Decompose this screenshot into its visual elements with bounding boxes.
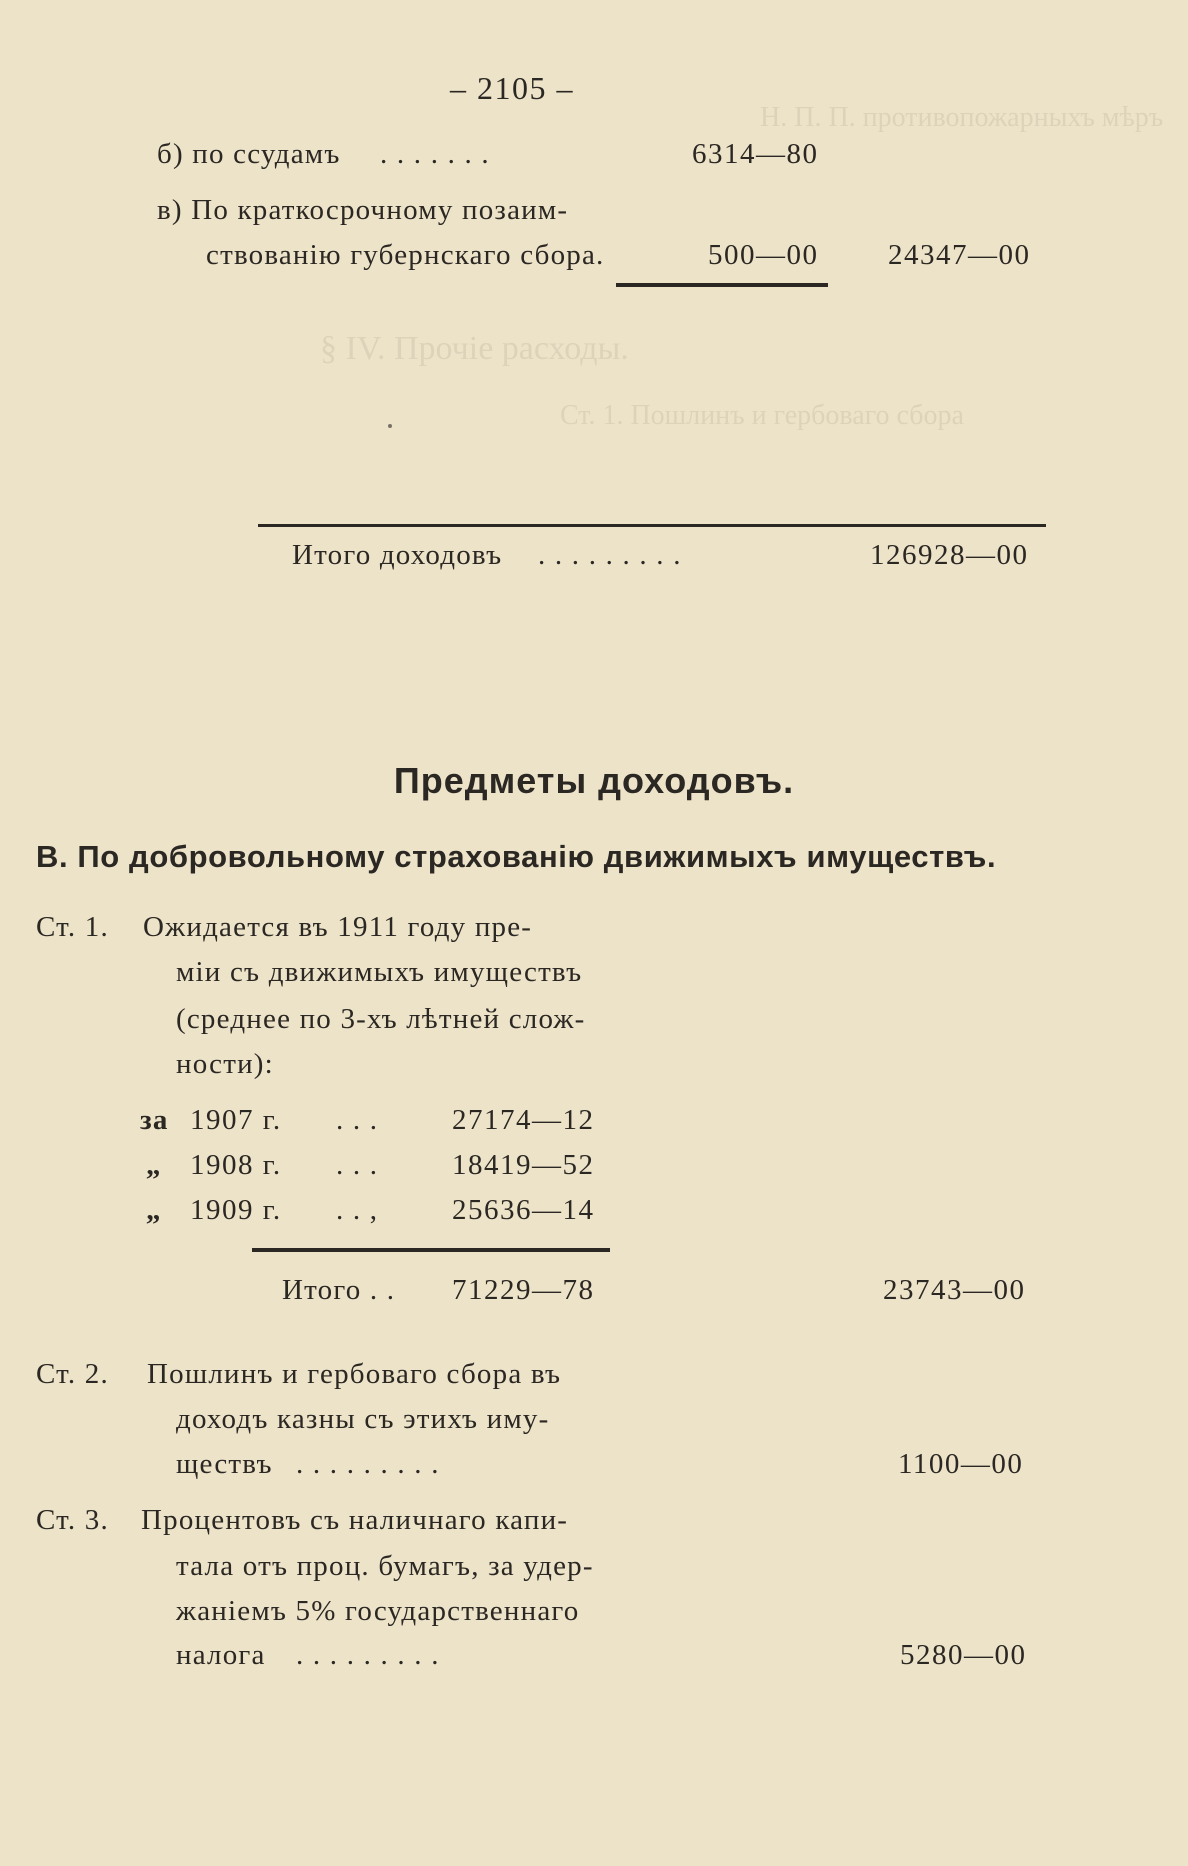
article-1-text-line3: (среднее по 3-хъ лѣтней слож- [176, 1003, 586, 1035]
year-leader-dots: . . . [336, 1104, 379, 1136]
bleed-through-text: Ст. 1. Пошлинъ и гербоваго сбора [560, 400, 964, 431]
total-income-amount: 126928—00 [870, 539, 1029, 571]
page-number: – 2105 – [450, 70, 574, 106]
article-3-leader-dots: . . . . . . . . . [296, 1639, 440, 1671]
subsection-title: В. По добровольному страхованію движимыхъ имуществъ. [36, 839, 997, 874]
year-prefix: за [140, 1104, 169, 1136]
article-2-text-line3: ществъ [176, 1448, 273, 1480]
year-amount: 27174—12 [452, 1104, 595, 1136]
years-subtotal-amount: 71229—78 [452, 1274, 595, 1306]
year-prefix: „ [146, 1149, 162, 1181]
article-3-text-line1: Процентовъ съ наличнаго капи- [141, 1504, 569, 1536]
article-1-text-line2: міи съ движимыхъ имуществъ [176, 956, 583, 988]
article-2-leader-dots: . . . . . . . . . [296, 1448, 440, 1480]
article-2-text-line1: Пошлинъ и гербоваго сбора въ [147, 1358, 562, 1390]
article-3-text-line3: жаніемъ 5% государственнаго [176, 1595, 580, 1627]
article-3-amount: 5280—00 [900, 1639, 1027, 1671]
total-income-rule [258, 524, 1046, 527]
article-1-number: Ст. 1. [36, 911, 109, 943]
total-income-label: Итого доходовъ [292, 539, 503, 571]
article-3-text-line2: тала отъ проц. бумагъ, за удер- [176, 1550, 594, 1582]
short-term-borrowing-amount: 500—00 [708, 239, 819, 271]
year-prefix: „ [146, 1194, 162, 1226]
ink-speck [388, 424, 392, 428]
years-subtotal-label: Итого . . [282, 1274, 396, 1306]
total-income-leader-dots: . . . . . . . . . [538, 539, 682, 571]
year-leader-dots: . . , [336, 1194, 379, 1226]
loans-amount: 6314—80 [692, 138, 819, 170]
article-2-number: Ст. 2. [36, 1358, 109, 1390]
short-term-borrowing-label-line2: ствованію губернскаго сбора. [206, 239, 605, 271]
bleed-through-text: § IV. Прочіе расходы. [320, 330, 629, 367]
article-3-number: Ст. 3. [36, 1504, 109, 1536]
bleed-through-text: Н. П. П. противопожарныхъ мѣръ [760, 102, 1164, 133]
article-2-text-line2: доходъ казны съ этихъ иму- [176, 1403, 550, 1435]
article-2-amount: 1100—00 [898, 1448, 1024, 1480]
article-1-amount: 23743—00 [883, 1274, 1026, 1306]
borrowings-total: 24347—00 [888, 239, 1031, 271]
year-label: 1909 г. [190, 1194, 282, 1226]
year-amount: 25636—14 [452, 1194, 595, 1226]
loans-label: б) по ссудамъ [157, 138, 341, 170]
year-label: 1908 г. [190, 1149, 282, 1181]
years-subtotal-rule [252, 1248, 610, 1252]
year-leader-dots: . . . [336, 1149, 379, 1181]
article-1-text-line1: Ожидается въ 1911 году пре- [143, 911, 533, 943]
section-heading: Предметы доходовъ. [393, 760, 795, 801]
short-term-borrowing-label-line1: в) По краткосрочному позаим- [157, 194, 569, 226]
article-1-text-line4: ности): [176, 1048, 274, 1080]
article-3-text-line4: налога [176, 1639, 266, 1671]
subtotal-rule [616, 283, 828, 287]
year-label: 1907 г. [190, 1104, 282, 1136]
loans-leader-dots: . . . . . . . [380, 138, 490, 170]
year-amount: 18419—52 [452, 1149, 595, 1181]
